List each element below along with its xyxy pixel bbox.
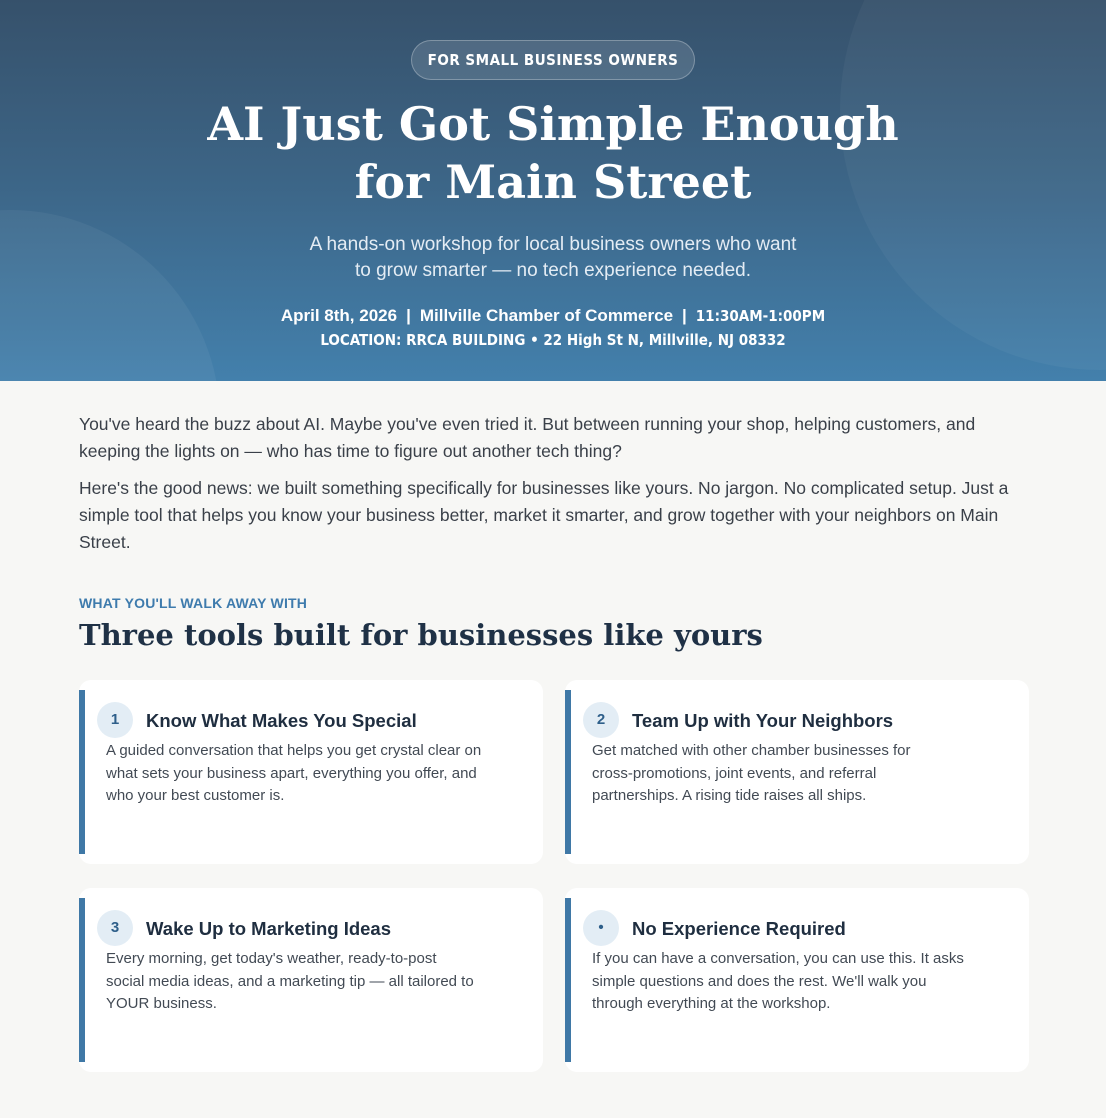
card-description-line: through everything at the workshop. bbox=[592, 995, 831, 1012]
card-accent-bar bbox=[565, 898, 571, 1062]
bullet-icon: • bbox=[583, 910, 619, 946]
hero-subtitle bbox=[0, 232, 1106, 284]
event-details bbox=[0, 304, 1106, 328]
card-description-line: YOUR business. bbox=[106, 995, 217, 1012]
hero-title bbox=[0, 95, 1106, 211]
audience-badge: FOR SMALL BUSINESS OWNERS bbox=[411, 40, 695, 80]
section-title: Three tools built for businesses like yours bbox=[79, 618, 763, 652]
card-description-line: cross-promotions, joint events, and referral bbox=[592, 764, 877, 782]
card-description-line: A guided conversation that helps you get crystal clear on bbox=[106, 742, 482, 759]
card-description-line: partnerships. A rising tide raises all ships. bbox=[592, 787, 867, 804]
feature-card-2 bbox=[565, 680, 1029, 864]
event-date: April 8th, 2026 bbox=[280, 306, 398, 325]
hero-banner bbox=[0, 0, 1106, 381]
feature-card-4 bbox=[565, 888, 1029, 1072]
event-time: 11:30AM-1:00PM bbox=[695, 307, 826, 325]
event-location: LOCATION: RRCA BUILDING • 22 High St N, Millville, NJ 08332 bbox=[320, 331, 786, 349]
hero-subtitle-line-1: A hands-on workshop for local business owners who want bbox=[309, 234, 797, 255]
card-description-line: who your best customer is. bbox=[106, 787, 285, 804]
card-number-badge: 2 bbox=[583, 702, 619, 738]
separator: | bbox=[682, 306, 687, 325]
card-description-line: social media ideas, and a marketing tip — all tailored to bbox=[106, 972, 474, 990]
card-title: No Experience Required bbox=[632, 918, 846, 939]
card-description-line: If you can have a conversation, you can use this. It asks bbox=[592, 950, 964, 967]
hero-title-line-2: for Main Street bbox=[354, 155, 752, 209]
card-title: Wake Up to Marketing Ideas bbox=[146, 918, 392, 939]
card-accent-bar bbox=[79, 690, 85, 854]
separator: | bbox=[406, 306, 411, 325]
card-title: Team Up with Your Neighbors bbox=[632, 710, 894, 731]
intro-text bbox=[79, 411, 1039, 566]
card-description-line: Get matched with other chamber businesses for bbox=[592, 742, 911, 759]
hero-subtitle-line-2: to grow smarter — no tech experience needed. bbox=[354, 260, 752, 281]
card-description-line: Every morning, get today's weather, ready-to-post bbox=[106, 950, 437, 967]
card-title: Know What Makes You Special bbox=[146, 710, 417, 731]
card-number-badge: 1 bbox=[97, 702, 133, 738]
section-eyebrow: WHAT YOU'LL WALK AWAY WITH bbox=[79, 595, 308, 611]
card-description bbox=[106, 740, 526, 808]
card-number-badge: 3 bbox=[97, 910, 133, 946]
card-accent-bar bbox=[565, 690, 571, 854]
card-description bbox=[106, 948, 526, 1016]
card-description-line: simple questions and does the rest. We'll walk you bbox=[592, 972, 927, 990]
intro-paragraph-1: You've heard the buzz about AI. Maybe you've even tried it. But between running your shop, helping customers, and keeping the lights on — who has time to figure out another tech thing? bbox=[79, 414, 976, 461]
card-description bbox=[592, 740, 1012, 808]
card-accent-bar bbox=[79, 898, 85, 1062]
card-description bbox=[592, 948, 1012, 1016]
hero-title-line-1: AI Just Got Simple Enough bbox=[207, 97, 899, 151]
event-host: Millville Chamber of Commerce bbox=[419, 306, 674, 325]
feature-card-3 bbox=[79, 888, 543, 1072]
intro-paragraph-2: Here's the good news: we built something specifically for businesses like yours. No jargon. No complicated setup. Just a simple tool that helps you know your business better, market it smarter, and grow together with your neighbors on Main Street. bbox=[79, 478, 1009, 552]
feature-card-1 bbox=[79, 680, 543, 864]
card-description-line: what sets your business apart, everything you offer, and bbox=[106, 764, 477, 782]
